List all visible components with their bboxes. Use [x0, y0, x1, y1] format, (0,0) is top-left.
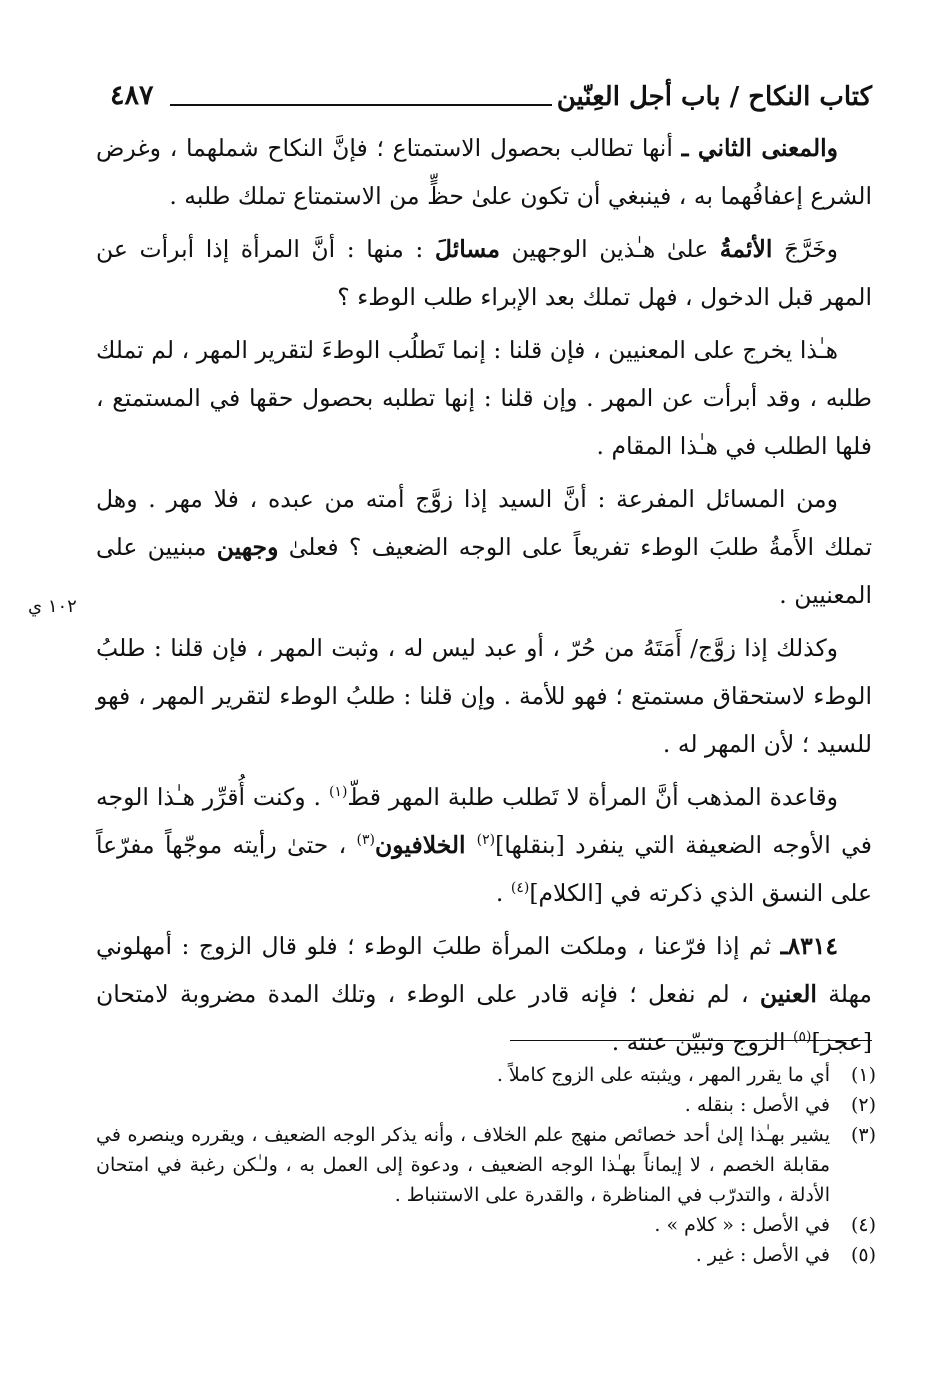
bold-term: وجهين	[216, 533, 279, 561]
footnotes	[96, 1060, 876, 1270]
bold-term: الخلافيون	[374, 831, 477, 859]
paragraph	[96, 124, 872, 220]
footnote-ref: (١)	[328, 784, 348, 801]
paragraph	[96, 326, 872, 470]
footnote-text: في الأصل : غير .	[695, 1244, 830, 1266]
paragraph-text: مبنيين على المعنيين .	[96, 533, 872, 609]
footnote-ref: (٣)	[356, 832, 375, 849]
paragraph	[96, 624, 872, 768]
bold-term: العنين	[759, 980, 817, 1008]
bold-term: مسائلَ	[434, 235, 500, 263]
footnote	[96, 1090, 876, 1120]
header-rule	[170, 104, 552, 106]
footnote	[96, 1240, 876, 1270]
paragraph	[96, 475, 872, 619]
paragraph-text: علىٰ هـٰذين الوجهين	[499, 235, 720, 263]
footnote-separator	[510, 1040, 872, 1041]
paragraph-text: .	[495, 879, 511, 907]
footnote-ref: (٥)	[793, 1029, 812, 1046]
paragraph-text: الزوج وتبيّن عنته .	[611, 1028, 794, 1056]
page-number: ٤٨٧	[110, 80, 154, 111]
paragraph-text: هـٰذا يخرج على المعنيين ، فإن قلنا : إنما تَطلُب الوطءَ لتقرير المهر ، لم تملك طلبه ، وقد أبرأت عن المهر . وإن قلنا : إنها تطلبه بحصول حقها في المستمتع ، فلها الطلب في هـٰذا المقام .	[96, 336, 872, 460]
footnote-text: في الأصل : « كلام » .	[654, 1214, 830, 1236]
paragraph	[96, 773, 872, 917]
paragraph-text: ، لم نفعل ؛ فإنه قادر على الوطء ، وتلك المدة مضروبة لامتحان [عجز]	[96, 980, 872, 1056]
footnote	[96, 1210, 876, 1240]
main-text	[96, 124, 872, 1071]
paragraph-text: . وكنت أُقرِّر هـٰذا الوجه في الأوجه الضعيفة التي ينفرد [بنقلها]	[96, 783, 872, 859]
chapter-title: كتاب النكاح / باب أجل العِنّين	[556, 82, 872, 112]
paragraph-text: ثم إذا فرّعنا ، وملكت المرأة طلبَ الوطء ؛ فلو قال الزوج : أمهلوني مهلة	[96, 932, 872, 1008]
footnote-ref: (٤)	[510, 880, 530, 897]
section-number: ٨٣١٤ـ	[780, 932, 838, 960]
footnote-text: في الأصل : بنقله .	[684, 1094, 830, 1116]
bold-lead: والمعنى الثاني ـ	[681, 134, 838, 162]
footnote-text: أي ما يقرر المهر ، ويثبته على الزوج كاملاً .	[496, 1064, 830, 1086]
footnote-number: (٢)	[850, 1094, 876, 1116]
footnote-number: (١)	[850, 1064, 876, 1086]
paragraph	[96, 922, 872, 1066]
footnote-ref: (٢)	[476, 832, 496, 849]
paragraph-text: وكذلك إذا زوَّج/ أَمَتَهُ من حُرّ ، أو عبد ليس له ، وثبت المهر ، فإن قلنا : طلبُ الوطء لاستحقاق مستمتع ؛ فهو للأمة . وإن قلنا : طلبُ الوطء لتقرير المهر ، فهو للسيد ؛ لأن المهر له .	[96, 634, 872, 758]
paragraph-text: أنها تطالب بحصول الاستمتاع ؛ فإنَّ النكاح شملهما ، وغرض الشرع إعفافُهما به ، فينبغي أن تكون علىٰ حظٍّ من الاستمتاع تملك طلبه .	[96, 134, 872, 210]
footnote-number: (٣)	[850, 1124, 876, 1146]
running-header	[110, 78, 872, 122]
footnote	[96, 1060, 876, 1090]
footnote	[96, 1120, 876, 1210]
bold-term: الأئمةُ	[719, 235, 773, 263]
footnote-text: يشير بهـٰذا إلىٰ أحد خصائص منهج علم الخلاف ، وأنه يذكر الوجه الضعيف ، ويقرره وينصره في مقابلة الخصم ، لا إيماناً بهـٰذا الوجه الضعيف ، ودعوة إلى العمل به ، ولـٰكن رغبة في امتحان الأدلة ، والتدرّب في المناظرة ، والقدرة على الاستنباط .	[96, 1124, 830, 1206]
footnote-number: (٥)	[850, 1244, 876, 1266]
footnote-number: (٤)	[850, 1214, 876, 1236]
paragraph-text: ، حتىٰ رأيته موجّهاً مفرّعاً على النسق الذي ذكرته في [الكلام]	[96, 831, 872, 907]
margin-reference: ١٠٢ ي	[28, 596, 77, 617]
paragraph-text: وقاعدة المذهب أنَّ المرأة لا تَطلب طلبة المهر قطّ	[347, 783, 839, 811]
paragraph	[96, 225, 872, 321]
paragraph-text: ومن المسائل المفرعة : أنَّ السيد إذا زوَّج أمته من عبده ، فلا مهر . وهل تملك الأَمةُ طلبَ الوطء تفريعاً على الوجه الضعيف ؟ فعلىٰ	[96, 485, 872, 561]
paragraph-text: : منها : أنَّ المرأة إذا أبرأت عن المهر قبل الدخول ، فهل تملك بعد الإبراء طلب الوطء ؟	[96, 235, 872, 311]
paragraph-text: وخَرَّجَ	[772, 235, 838, 263]
